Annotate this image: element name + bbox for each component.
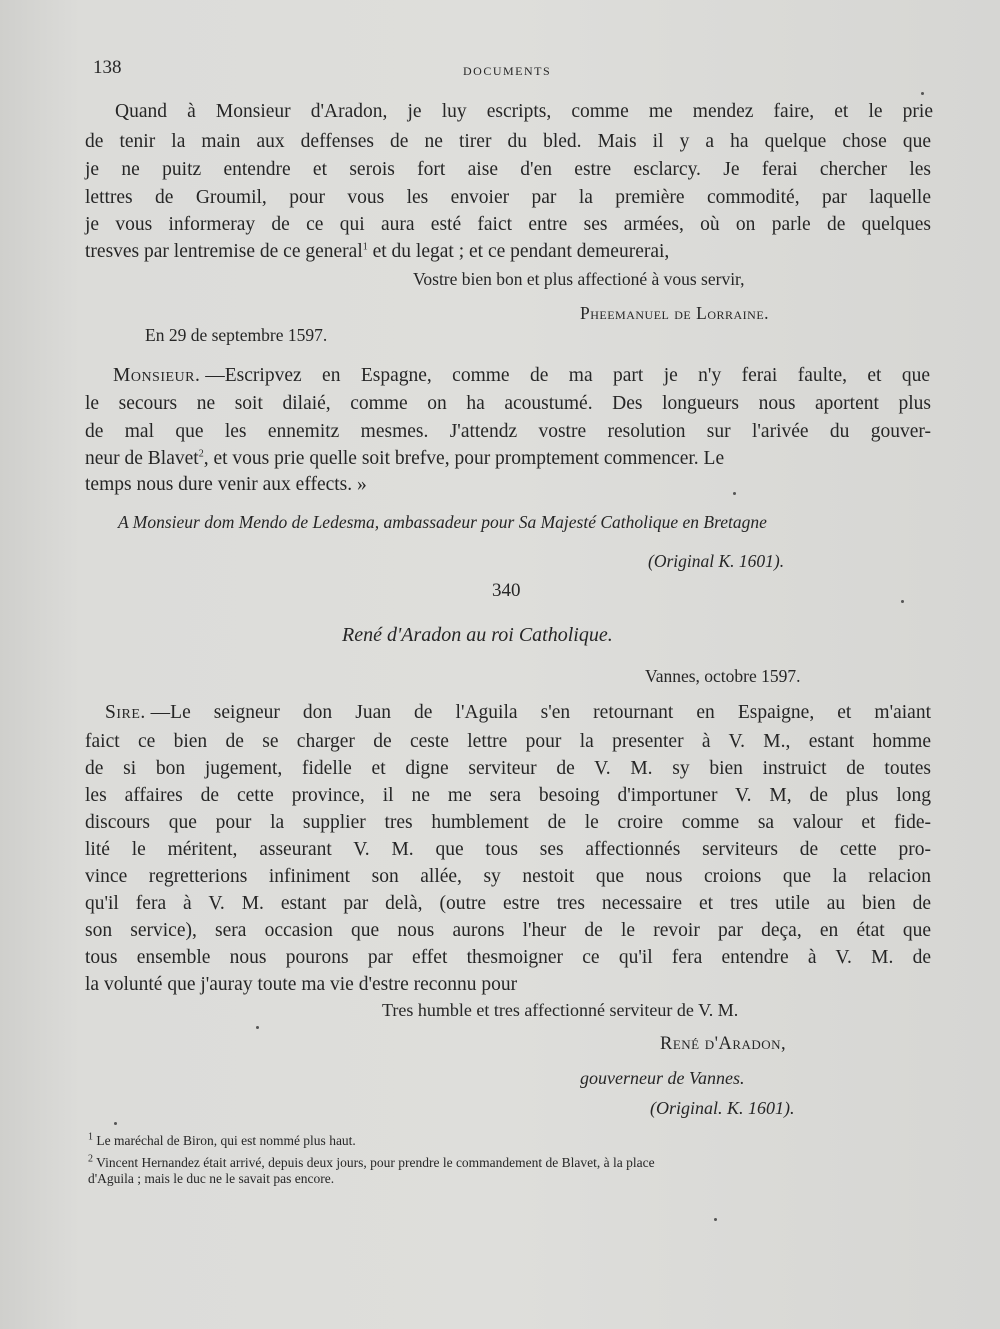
text-line: neur de Blavet$^2$, et vous prie quelle soit brefve, pour promptement commencer. Le — [85, 448, 725, 469]
signature: René d'Aradon, — [660, 1034, 787, 1054]
text-line: de si bon jugement, fidelle et digne serviteur de V. M. sy bien instruict de toutes — [85, 758, 931, 779]
text-line: vince regretterions infiniment son allée, sy nestoit que nous croions que la relacion — [85, 866, 931, 887]
dateline: Vannes, octobre 1597. — [645, 666, 801, 686]
signature: Pheemanuel de Lorraine. — [580, 303, 770, 323]
paper-speck — [921, 92, 924, 95]
text-line: la volunté que j'auray toute ma vie d'estre reconnu pour — [85, 974, 518, 995]
text-line: tous ensemble nous pourons par effet thesmoigner ce qu'il fera entendre à V. M. de — [85, 947, 931, 968]
document-number: 340 — [492, 580, 521, 601]
text-line: faict ce bien de se charger de ceste lettre pour la presenter à V. M., estant homme — [85, 731, 931, 752]
text-line: lettres de Groumil, pour vous les envoier par la première commodité, par laquelle — [85, 187, 931, 208]
closing-formula: Tres humble et tres affectionné serviteur de V. M. — [382, 1000, 739, 1020]
address: A Monsieur dom Mendo de Ledesma, ambassadeur pour Sa Majesté Catholique en Bretagne — [118, 512, 767, 532]
paper-speck — [714, 1218, 717, 1221]
text-line: je ne puitz entendre et serois fort aise d'en estre esclarcy. Je ferai chercher les — [85, 159, 931, 180]
text-line: lité le méritent, asseurant V. M. que tous ses affectionnés serviteurs de cette pro- — [85, 839, 931, 860]
footnote: $^1$ Le maréchal de Biron, qui est nommé plus haut. — [88, 1131, 356, 1148]
closing-formula: Vostre bien bon et plus affectioné à vous servir, — [413, 269, 745, 289]
text-line: son service), sera occasion que nous aurons l'heur de le revoir par deça, en état que — [85, 920, 931, 941]
running-title: DOCUMENTS — [463, 64, 552, 78]
salutation: Monsieur. — [113, 365, 201, 386]
footnote-continuation: d'Aguila ; mais le duc ne le savait pas encore. — [88, 1171, 335, 1186]
text-line: discours que pour la supplier tres humblement de le croire comme sa valour et fide- — [85, 812, 931, 833]
text-line: je vous informeray de ce qui aura esté faict entre ses armées, où on parle de quelques — [85, 214, 931, 235]
text-line: tresves par lentremise de ce general$^1$ et du legat ; et ce pendant demeurerai, — [85, 241, 670, 262]
source-reference: (Original. K. 1601). — [650, 1098, 795, 1118]
page-number: 138 — [93, 57, 122, 78]
signature-title: gouverneur de Vannes. — [580, 1068, 745, 1088]
salutation: Sire. — [105, 702, 146, 723]
text-line: temps nous dure venir aux effects. » — [85, 474, 367, 495]
text-line: de mal que les ennemitz mesmes. J'attendz vostre resolution sur l'arivée du gouver- — [85, 421, 931, 442]
source-reference: (Original K. 1601). — [648, 551, 785, 571]
text-line: qu'il fera à V. M. estant par delà, (outre estre tres necessaire et tres utile au bien de — [85, 893, 931, 914]
text-line: de tenir la main aux deffenses de ne tirer du bled. Mais il y a ha quelque chose que — [85, 131, 931, 152]
text-line: Sire. — Le seigneur don Juan de l'Aguila s'en retournant en Espaigne, et m'aiant — [105, 702, 931, 723]
paper-speck — [256, 1026, 259, 1029]
document-title: René d'Aradon au roi Catholique. — [342, 624, 613, 646]
text-line: les affaires de cette province, il ne me sera besoing d'importuner V. M, de plus long — [85, 785, 931, 806]
paper-speck — [901, 600, 904, 603]
footnote: $^2$ Vincent Hernandez était arrivé, depuis deux jours, pour prendre le commandement de Blavet, à la place — [88, 1153, 655, 1170]
text-line: Quand à Monsieur d'Aradon, je luy escripts, comme me mendez faire, et le prie — [115, 101, 933, 122]
footnote-ref: 1 — [362, 241, 368, 253]
paper-speck — [733, 492, 736, 495]
text-line: le secours ne soit dilaié, comme on ha acoustumé. Des longueurs nous aportent plus — [85, 393, 931, 414]
letter-date: En 29 de septembre 1597. — [145, 325, 328, 345]
footnote-ref: 2 — [198, 448, 204, 460]
paper-speck — [114, 1122, 117, 1125]
text-line: Monsieur. — Escripvez en Espagne, comme de ma part je n'y ferai faulte, et que — [113, 365, 930, 386]
